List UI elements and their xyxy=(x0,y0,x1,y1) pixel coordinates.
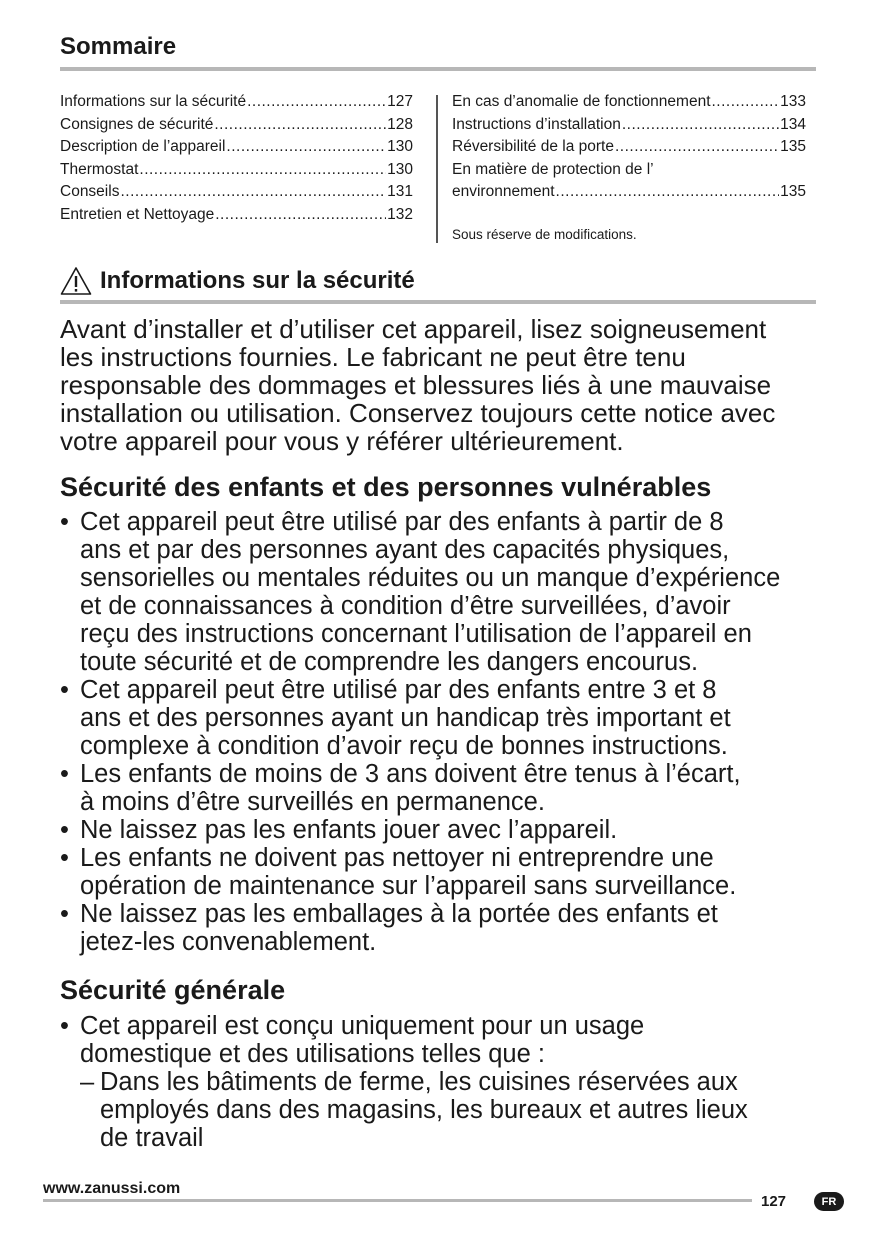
intro-line: les instructions fournies. Le fabricant ne peut être tenu xyxy=(60,342,686,372)
toc-entry-label: En cas d’anomalie de fonctionnement xyxy=(452,93,711,110)
language-badge: FR xyxy=(814,1192,844,1211)
list-item: • Ne laissez pas les enfants jouer avec l’appareil. xyxy=(60,816,840,844)
toc-entry-page: 134 xyxy=(780,115,806,133)
toc-entry-label: Réversibilité de la porte xyxy=(452,138,614,155)
list-item: • Cet appareil peut être utilisé par des enfants entre 3 et 8 ans et des personnes ayant un handicap très important et complexe à condition d’avoir reçu de bonnes instructions. xyxy=(60,676,840,760)
safety-intro-paragraph xyxy=(60,315,830,455)
toc-entry-label: Informations sur la sécurité xyxy=(60,93,247,110)
list-item: • Les enfants de moins de 3 ans doivent être tenus à l’écart, à moins d’être surveillés en permanence. xyxy=(60,760,840,816)
toc-right-column xyxy=(452,91,806,204)
intro-line: votre appareil pour vous y référer ultérieurement. xyxy=(60,426,624,456)
toc-entry-label: Entretien et Nettoyage xyxy=(60,205,215,223)
toc-entry[interactable] xyxy=(452,91,806,114)
footer-rule xyxy=(43,1199,752,1202)
list-item: • Les enfants ne doivent pas nettoyer ni entreprendre une opération de maintenance sur l’appareil sans surveillance. xyxy=(60,844,840,900)
safety-info-heading xyxy=(60,266,415,296)
toc-entry[interactable] xyxy=(60,204,413,227)
intro-line: Avant d’installer et d’utiliser cet appareil, lisez soigneusement xyxy=(60,314,767,344)
toc-entry-page: 127 xyxy=(387,93,413,110)
toc-entry-page: 135 xyxy=(780,183,806,200)
modifications-note: Sous réserve de modifications. xyxy=(452,227,637,242)
toc-entry[interactable] xyxy=(60,136,413,159)
sommaire-title: Sommaire xyxy=(60,33,177,60)
general-safety-title: Sécurité générale xyxy=(60,975,286,1005)
sommaire-rule xyxy=(60,67,816,71)
toc-entry-page: 130 xyxy=(387,160,413,178)
toc-entry[interactable] xyxy=(452,181,806,204)
list-item: • Cet appareil peut être utilisé par des enfants à partir de 8 ans et par des personnes ayant des capacités physiques, sensorielles ou mentales réduites ou un manque d’expérience et de connaissances à condition d’être surveillées, d’avoir reçu des instructions concernant l’utilisation de l’appareil en toute sécurité et de comprendre les dangers encourus. xyxy=(60,508,840,676)
list-item: • Cet appareil est conçu uniquement pour un usage domestique et des utilisations telles que : xyxy=(60,1012,840,1068)
toc-entry[interactable] xyxy=(60,114,413,137)
toc-entry[interactable] xyxy=(452,136,806,159)
toc-column-divider xyxy=(436,95,438,243)
footer-url-link[interactable]: www.zanussi.com xyxy=(43,1180,181,1197)
toc-entry-page: 133 xyxy=(780,93,806,110)
toc-entry-label: environnement xyxy=(452,183,555,200)
toc-entry-label: Thermostat xyxy=(60,160,139,178)
intro-line: responsable des dommages et blessures liés à une mauvaise xyxy=(60,370,772,400)
children-safety-title: Sécurité des enfants et des personnes vulnérables xyxy=(60,472,712,502)
toc-entry-page: 130 xyxy=(387,138,413,155)
toc-entry[interactable] xyxy=(60,91,413,114)
toc-entry-page: 135 xyxy=(780,138,806,155)
toc-left-column xyxy=(60,91,413,226)
safety-info-title: Informations sur la sécurité xyxy=(100,267,415,294)
intro-line: installation ou utilisation. Conservez toujours cette notice avec xyxy=(60,398,776,428)
warning-triangle-icon xyxy=(60,266,92,296)
toc-entry-page: 131 xyxy=(387,183,413,200)
toc-entry-label: Conseils xyxy=(60,183,120,200)
toc-entry-label: Instructions d’installation xyxy=(452,115,621,133)
safety-info-rule xyxy=(60,300,816,304)
toc-entry-label-line1[interactable]: En matière de protection de l’ xyxy=(452,160,654,178)
toc-entry-page: 132 xyxy=(387,205,413,223)
toc-entry[interactable] xyxy=(60,181,413,204)
children-safety-list xyxy=(60,508,840,956)
toc-entry-label: Consignes de sécurité xyxy=(60,115,214,133)
page-number: 127 xyxy=(761,1193,787,1210)
toc-entry-label: Description de l’appareil xyxy=(60,138,226,155)
toc-entry[interactable] xyxy=(452,114,806,137)
general-safety-list xyxy=(60,1012,840,1152)
list-item: • Ne laissez pas les emballages à la portée des enfants et jetez-les convenablement. xyxy=(60,900,840,956)
toc-entry[interactable] xyxy=(60,159,413,182)
sub-list-item: – Dans les bâtiments de ferme, les cuisines réservées aux employés dans des magasins, les bureaux et autres lieux de travail xyxy=(80,1068,840,1152)
toc-entry-page: 128 xyxy=(387,115,413,133)
